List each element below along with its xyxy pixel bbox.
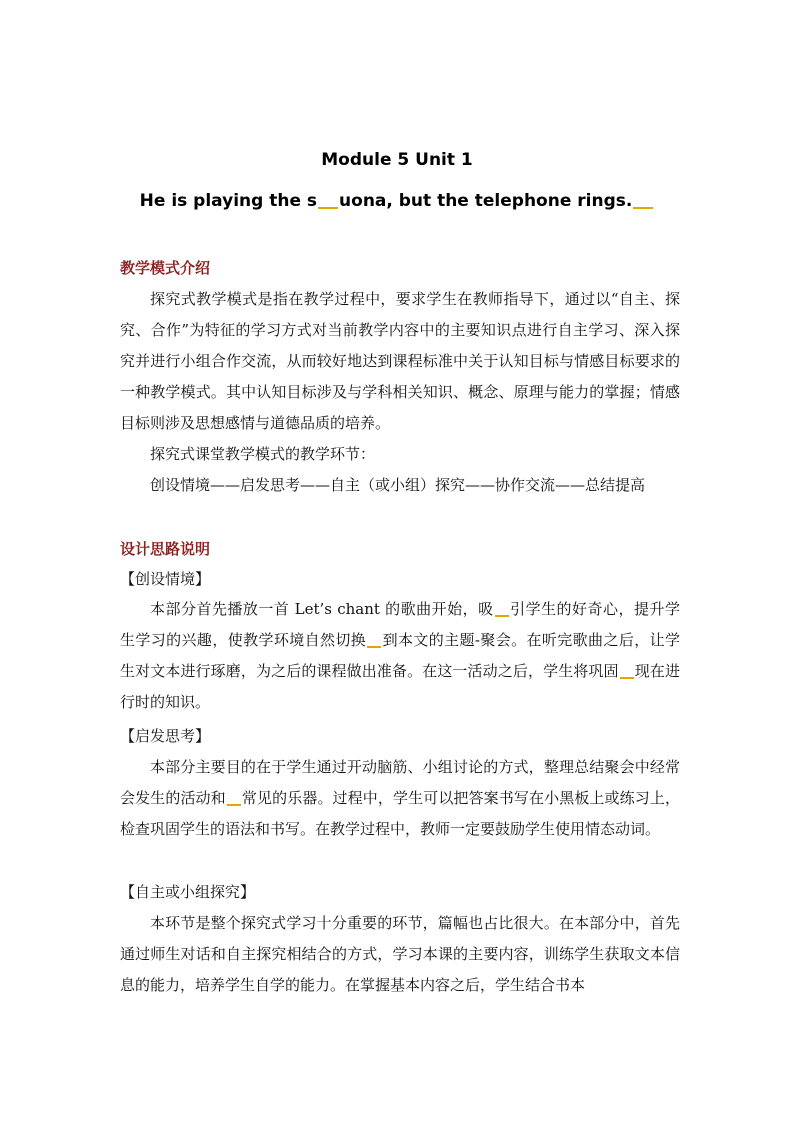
document-title: Module 5 Unit 1 — [321, 150, 473, 170]
paragraph-text: 常见的乐器。过程中，学生可以把答案书写在小黑板上或练习上，检查巩固学生的语法和书写。在教学过程中，教师一定要鼓励学生使用情态动词。 — [120, 789, 680, 838]
intro-paragraph-1: 探究式教学模式是指在教学过程中，要求学生在教师指导下，通过以“自主、探究、合作”为特征的学习方式对当前教学内容中的主要知识点进行自主学习、深入探究并进行小组合作交流，从而较好地达到课程标准中关于认知目标与情感目标要求的一种教学模式。其中认知目标涉及与学科相关知识、概念、原理与能力的掌握；情感目标则涉及思想感情与道德品质的培养。 — [120, 290, 680, 432]
paragraph-text: 本部分主要目的在于学生通过开动脑筋、小组讨论的方式，整理总结聚会中经常会发生的活动和 — [120, 758, 680, 807]
subheading-create-situation: 【创设情境】 — [120, 570, 211, 588]
paragraph-explore: 本环节是整个探究式学习十分重要的环节，篇幅也占比很大。在本部分中，首先通过师生对话和自主探究相结合的方式，学习本课的主要内容，训练学生获取文本信息的能力，培养学生自学的能力。在掌握基本内容之后，学生结合书本 — [120, 914, 680, 994]
paragraph-text: 现在进行时的知识。 — [120, 662, 680, 711]
paragraph-text: 本部分首先播放一首 Let’s chant 的歌曲开始，吸 — [150, 600, 494, 618]
paragraph-text: 引学生的好奇心，提升学生学习的兴趣，使教学环境自然切换 — [120, 600, 680, 649]
subheading-explore: 【自主或小组探究】 — [120, 883, 256, 901]
paragraph-inspire-thinking — [120, 752, 680, 845]
paragraph-create-situation — [120, 594, 680, 718]
highlight-mark — [318, 207, 338, 209]
intro-paragraph-3: 创设情境——启发思考——自主（或小组）探究——协作交流——总结提高 — [150, 476, 646, 494]
section-heading-design: 设计思路说明 — [120, 540, 211, 558]
section-heading-intro: 教学模式介绍 — [120, 259, 211, 277]
highlight-mark — [367, 646, 381, 648]
paragraph-text: 到本文的主题-聚会。在听完歌曲之后，让学生对文本进行琢磨，为之后的课程做出准备。在这一活动之后，学生将巩固 — [120, 631, 680, 680]
document-subtitle — [0, 191, 794, 211]
intro-paragraph-2: 探究式课堂教学模式的教学环节： — [150, 445, 376, 463]
subheading-inspire-thinking: 【启发思考】 — [120, 727, 211, 745]
subtitle-part-b: uona, but the telephone rings. — [339, 191, 633, 211]
highlight-mark — [620, 677, 634, 679]
highlight-mark — [227, 804, 241, 806]
highlight-mark — [633, 207, 653, 209]
subtitle-part-a: He is playing the s — [139, 191, 318, 211]
highlight-mark — [495, 615, 509, 617]
